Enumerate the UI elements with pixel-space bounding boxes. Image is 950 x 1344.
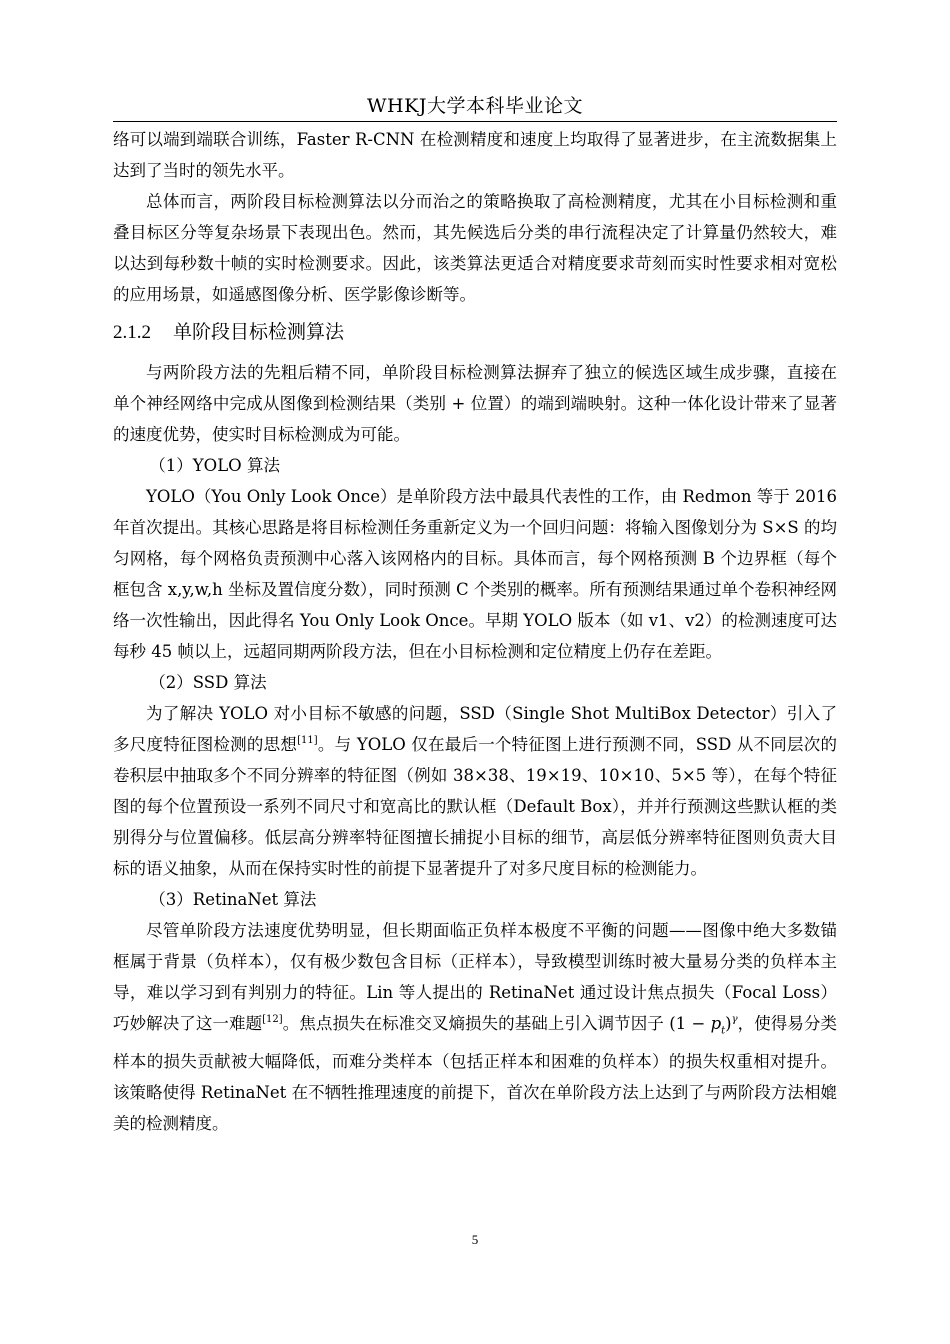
citation-12[interactable]: [12] [262,1014,283,1025]
subheading-yolo: （1）YOLO 算法 [149,456,280,475]
formula-sub: t [721,1025,726,1037]
page-number: 5 [471,1232,479,1247]
page-header: WHKJ大学本科毕业论文 [367,95,583,117]
paragraph-yolo: YOLO（You Only Look Once）是单阶段方法中最具代表性的工作，由 Redmon 等于 2016 年首次提出。其核心思路是将目标检测任务重新定义为一个回归问题：将输入图像划分为 S×S 的均匀网格，每个网格负责预测中心落入该网格内的目标。具体而言，每个网格预测 B 个边界框（每个框包含 x,y,w,h 坐标及置信度分数），同时预测 C 个类别的概率。所有预测结果通过单个卷积神经网络一次性输出，因此得名 You Only Look Once。早期 YOLO 版本（如 v1、v2）的检测速度可达每秒 45 帧以上，远超同期两阶段方法，但在小目标检测和定位精度上仍存在差距。 [113,487,837,661]
retina-text-b: 。焦点损失在标准交叉熵损失的基础上引入调节因子 [282,1014,670,1033]
formula-open: (1 − [669,1014,711,1033]
paragraph-continuation: 络可以端到端联合训练，Faster R-CNN 在检测精度和速度上均取得了显著进步，在主流数据集上达到了当时的领先水平。 [113,130,837,180]
section-heading [113,314,837,351]
page-body [113,124,837,1139]
formula-close: ) [725,1014,732,1033]
paragraph-summary: 总体而言，两阶段目标检测算法以分而治之的策略换取了高检测精度，尤其在小目标检测和重叠目标区分等复杂场景下表现出色。然而，其先候选后分类的串行流程决定了计算量仍然较大，难以达到每秒数十帧的实时检测要求。因此，该类算法更适合对精度要求苛刻而实时性要求相对宽松的应用场景，如遥感图像分析、医学影像诊断等。 [113,192,837,304]
paragraph-retinanet [113,915,837,1139]
paragraph-intro: 与两阶段方法的先粗后精不同，单阶段目标检测算法摒弃了独立的候选区域生成步骤，直接在单个神经网络中完成从图像到检测结果（类别 + 位置）的端到端映射。这种一体化设计带来了显著的速度优势，使实时目标检测成为可能。 [113,363,837,444]
subheading-retinanet: （3）RetinaNet 算法 [149,890,317,909]
retina-text-a: 尽管单阶段方法速度优势明显，但长期面临正负样本极度不平衡的问题——图像中绝大多数锚框属于背景（负样本），仅有极少数包含目标（正样本），导致模型训练时被大量易分类的负样本主导，难以学习到有判别力的特征。Lin 等人提出的 RetinaNet 通过设计焦点损失（Focal Loss）巧妙解决了这一难题 [113,921,837,1033]
header-divider [113,121,837,122]
paragraph-ssd [113,698,837,884]
subheading-ssd: （2）SSD 算法 [149,673,267,692]
section-number: 2.1.2 [113,322,151,343]
focal-loss-formula [669,1014,738,1037]
formula-exp: γ [731,1014,738,1025]
section-title: 单阶段目标检测算法 [173,321,345,343]
citation-11[interactable]: [11] [297,735,318,746]
retina-text-c: ，使得易分类样本的损失贡献被大幅降低，而难分类样本（包括正样本和困难的负样本）的损失权重相对提升。该策略使得 RetinaNet 在不牺牲推理速度的前提下，首次在单阶段方法上达到了与两阶段方法相媲美的检测精度。 [113,1014,838,1134]
formula-var: p [710,1014,722,1033]
ssd-text-a: 为了解决 YOLO 对小目标不敏感的问题，SSD（Single Shot MultiBox Detector）引入了多尺度特征图检测的思想 [113,704,837,754]
ssd-text-b: 。与 YOLO 仅在最后一个特征图上进行预测不同，SSD 从不同层次的卷积层中抽取多个不同分辨率的特征图（例如 38×38、19×19、10×10、5×5 等），在每个特征图的每个位置预设一系列不同尺寸和宽高比的默认框（Default Box），并并行预测这些默认框的类别得分与位置偏移。低层高分辨率特征图擅长捕捉小目标的细节，高层低分辨率特征图则负责大目标的语义抽象，从而在保持实时性的前提下显著提升了对多尺度目标的检测能力。 [113,735,838,878]
